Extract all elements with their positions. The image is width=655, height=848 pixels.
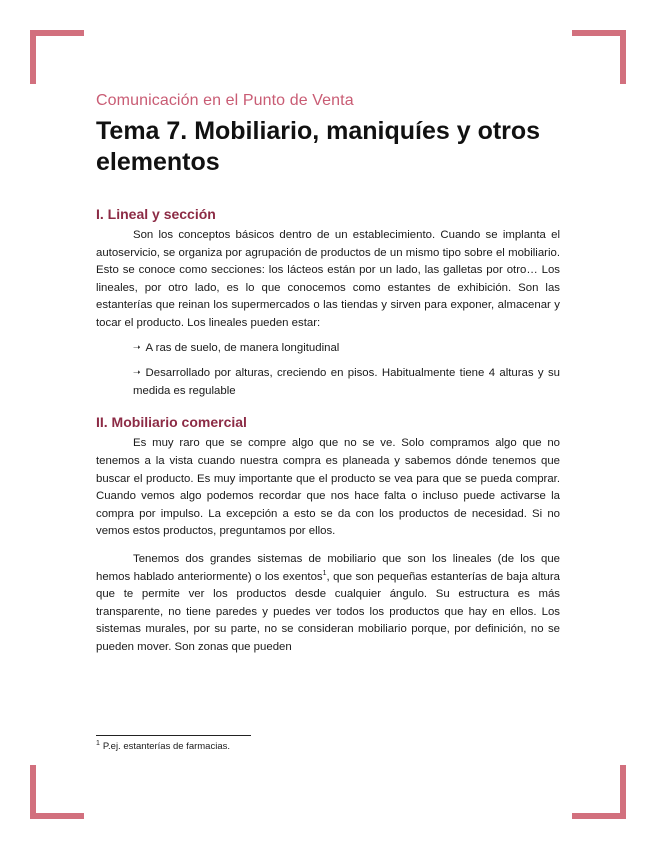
paragraph-text: , que son pequeñas estanterías de baja altura que te permite ver los productos desde cualquier ángulo. Su estructura es más transparente, no tiene paredes y puedes ver todos los productos que hay en ellos. Los sistemas murales, por su parte, no se consideran mobiliario porque, por definición, no se pueden mover. Son zonas que pueden (96, 570, 560, 653)
list-item-text: Desarrollado por alturas, creciendo en pisos. Habitualmente tiene 4 alturas y su medida es regulable (133, 367, 560, 397)
list-item-text: A ras de suelo, de manera longitudinal (145, 341, 340, 354)
paragraph: Son los conceptos básicos dentro de un establecimiento. Cuando se implanta el autoservicio, se organiza por agrupación de productos de un mismo tipo sobre el mobiliario. Esto se conoce como secciones: los lácteos están por un lado, las galletas por otro… Los lineales, por otro lado, es lo que conocemos como estantes de exhibición. Son las estanterías que reinan los supermercados o las tiendas y sirven para exponer, almacenar y tocar el producto. Los lineales pueden estar: (96, 229, 560, 329)
section-heading: II. Mobiliario comercial (96, 414, 247, 431)
section-lineal-y-seccion (96, 206, 560, 400)
section-mobiliario-comercial (96, 414, 560, 656)
list-item (133, 365, 560, 400)
arrow-bullet-icon: ➝ (133, 341, 141, 352)
page-title: Tema 7. Mobiliario, maniquíes y otros elementos (96, 117, 541, 176)
corner-bracket-bottom-right (572, 765, 626, 819)
corner-bracket-top-right (572, 30, 626, 84)
footnote-number: 1 (96, 739, 100, 747)
paragraph-text: Tenemos dos grandes sistemas de mobiliario que son los lineales (de los que hemos hablado anteriormente) o los exentos (96, 552, 560, 583)
document-body (96, 92, 560, 656)
section-heading: I. Lineal y sección (96, 206, 216, 222)
subject-title: Comunicación en el Punto de Venta (96, 92, 354, 109)
corner-bracket-top-left (30, 30, 84, 84)
bullet-list (96, 340, 560, 401)
corner-bracket-bottom-left (30, 765, 84, 819)
footnote-text: P.ej. estanterías de farmacias. (102, 741, 230, 752)
footnote-divider (96, 735, 251, 736)
footnote-reference[interactable]: 1 (322, 569, 327, 577)
list-item (133, 340, 560, 358)
paragraph: Es muy raro que se compre algo que no se ve. Solo compramos algo que no tenemos a la vista cuando nuestra compra es planeada y sabemos dónde tenemos que buscar el producto. Es muy importante que el producto se vea para que se pueda comprar. Cuando vemos algo podemos recordar que nos hace falta o incluso puede activarse la compra por impulso. La excepción a esto se da con los productos de necesidad. Si no vemos estos productos, preguntamos por ellos. (96, 437, 560, 538)
arrow-bullet-icon: ➝ (133, 367, 141, 378)
paragraph (96, 551, 560, 657)
footnote (96, 741, 230, 752)
